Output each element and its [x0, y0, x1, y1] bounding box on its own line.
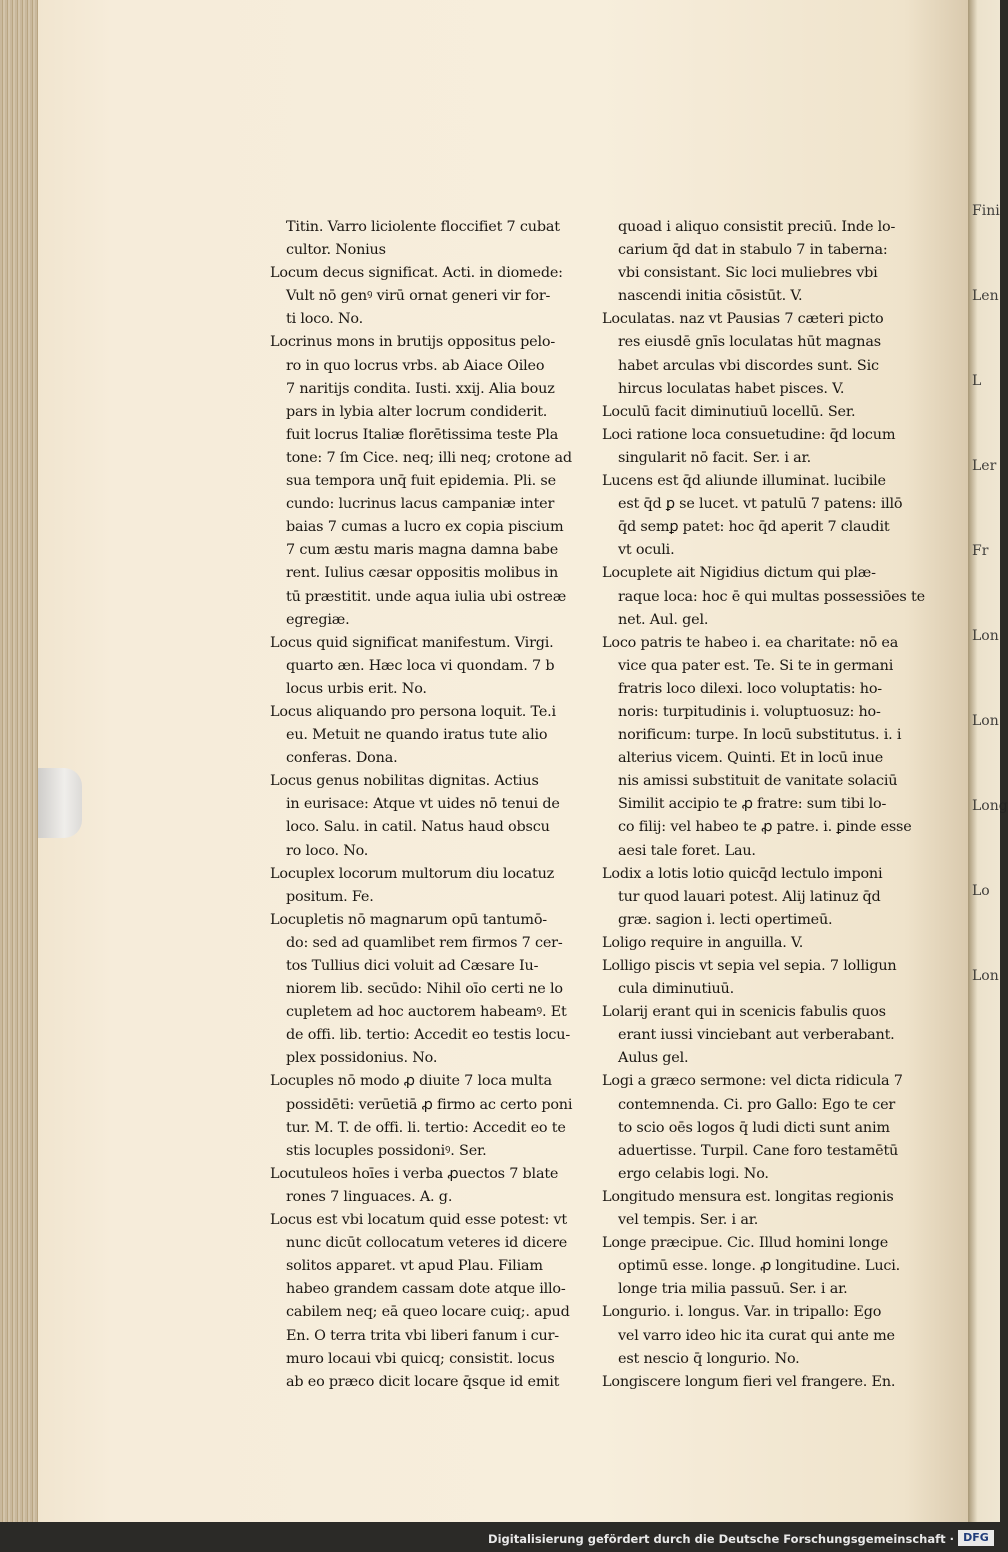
footer-credit-text: Digitalisierung gefördert durch die Deutsche Forschungsgemeinschaft: [488, 1532, 946, 1546]
right-column-line: cula diminutiuū.: [618, 981, 734, 998]
left-column-line: tur. M. T. de offi. li. tertio: Accedit eo te: [286, 1119, 566, 1136]
right-column-line: græ. sagion i. lecti opertimeū.: [618, 911, 833, 928]
right-column-line: Loculū facit diminutiuū locellū. Ser.: [602, 403, 856, 420]
left-page-edge: [0, 0, 43, 1522]
left-column-line: solitos apparet. vt apud Plau. Filiam: [286, 1258, 543, 1275]
left-column-line: tone: 7 ſm Cice. neq; illi neq; crotone ad: [286, 449, 572, 466]
right-column-line: Lolarij erant qui in scenicis fabulis quos: [602, 1004, 886, 1021]
left-column-line: Titin. Varro liciolente floccifiet 7 cubat: [286, 219, 560, 235]
right-column-line: q̄d semꝑ patet: hoc q̄d aperit 7 claudit: [618, 519, 890, 536]
right-page-fragment: Fini: [972, 203, 1000, 219]
left-text-column: [270, 216, 573, 1394]
left-column-line: cupletem ad hoc auctorem habeamꝰ. Et: [286, 1004, 567, 1021]
right-column-line: ergo celabis logi. No.: [618, 1165, 769, 1182]
left-column-line: sua tempora unq̄ fuit epidemia. Pli. se: [286, 473, 556, 490]
left-column-line: Locuplex locorum multorum diu locatuz: [270, 865, 555, 882]
left-column-line: En. O terra trita vbi liberi fanum i cur-: [286, 1327, 559, 1344]
left-column-line: ro in quo locrus vrbs. ab Aiace Oileo: [286, 357, 545, 374]
right-column-line: Logi a græco sermone: vel dicta ridicula 7: [602, 1073, 903, 1090]
right-page-fragment: Fr: [972, 543, 989, 559]
right-column-line: Aulus gel.: [618, 1050, 689, 1067]
left-column-line: eu. Metuit ne quando iratus tute alio: [286, 727, 548, 744]
page-clip: [38, 768, 82, 838]
left-column-line: tū præstitit. unde aqua iulia ubi ostreæ: [286, 588, 567, 605]
right-column-line: aesi tale foret. Lau.: [618, 842, 756, 859]
right-column-line: Longurio. i. longus. Var. in tripallo: Ego: [602, 1304, 882, 1321]
right-column-line: carium q̄d dat in stabulo 7 in taberna:: [618, 242, 888, 259]
left-column-line: ab eo præco dicit locare q̄sque id emit: [286, 1373, 560, 1390]
right-column-line: co filij: vel habeo te ꝓ patre. i. ꝑinde esse: [618, 819, 912, 836]
right-column-line: optimū esse. longe. ꝓ longitudine. Luci.: [618, 1258, 901, 1275]
right-column-line: vice qua pater est. Te. Si te in germani: [618, 657, 894, 674]
left-column-line: Locrinus mons in brutijs oppositus pelo-: [270, 334, 556, 351]
right-column-line: vbi consistant. Sic loci muliebres vbi: [618, 265, 878, 282]
right-column-line: Loculatas. naz vt Pausias 7 cæteri picto: [602, 311, 884, 328]
left-column-line: baias 7 cumas a lucro ex copia piscium: [286, 519, 564, 536]
left-column-line: possidēti: verūetiā ꝓ firmo ac certo poni: [286, 1096, 573, 1113]
right-column-line: quoad i aliquo consistit preciū. Inde lo-: [618, 219, 896, 235]
right-column-line: nascendi initia cōsistūt. V.: [618, 288, 803, 305]
right-column-line: vel tempis. Ser. i ar.: [618, 1212, 759, 1229]
right-column-line: vel varro ideo hic ita curat qui ante me: [618, 1327, 895, 1344]
left-column-line: ti loco. No.: [286, 311, 364, 328]
left-column-line: muro locaui vbi quicq; consistit. locus: [286, 1350, 555, 1367]
right-column-line: Locuplete ait Nigidius dictum qui plæ-: [602, 565, 876, 582]
left-column-line: Locus quid significat manifestum. Virgi.: [270, 634, 554, 651]
left-column-line: Vult nō genꝰ virū ornat generi vir for-: [286, 288, 551, 305]
left-column-line: Locutuleos hoīes i verba ꝓuectos 7 blate: [270, 1165, 559, 1182]
left-column-line: cundo: lucrinus lacus campaniæ inter: [286, 496, 555, 513]
right-column-line: noris: turpitudinis i. voluptuosuz: ho-: [618, 703, 881, 720]
left-column-line: Locus est vbi locatum quid esse potest: vt: [270, 1212, 567, 1229]
right-column-line: erant iussi vinciebant aut verberabant.: [618, 1027, 895, 1044]
left-column-line: Locum decus significat. Acti. in diomede:: [270, 265, 563, 282]
left-column-line: Locus aliquando pro persona loquit. Te.i: [270, 703, 556, 720]
right-column-line: longe tria milia passuū. Ser. i ar.: [618, 1281, 848, 1298]
right-page-fragment: Long: [972, 798, 1008, 814]
left-column-line: 7 naritijs condita. Iusti. xxij. Alia bouz: [286, 380, 555, 397]
left-column-line: habeo grandem cassam dote atque illo-: [286, 1281, 566, 1298]
right-column-line: raque loca: hoc ē qui multas possessiōes te: [618, 588, 925, 605]
right-text-column: [602, 216, 925, 1394]
right-page-fragment: Lon: [972, 968, 999, 984]
right-column-line: Longe præcipue. Cic. Illud homini longe: [602, 1235, 889, 1252]
right-page-fragment: Len: [972, 288, 999, 304]
left-column-line: stis locuples possidoniꝰ. Ser.: [286, 1142, 487, 1159]
left-column-line: positum. Fe.: [286, 888, 374, 905]
right-column-line: est q̄d ꝑ se lucet. vt patulū 7 patens: illō: [618, 496, 903, 513]
dfg-logo: DFG: [958, 1530, 994, 1546]
right-column-line: singularit nō facit. Ser. i ar.: [618, 449, 812, 466]
right-page-text-fragments: [972, 200, 1008, 1280]
right-column-line: tur quod lauari potest. Alij latinuz q̄d: [618, 888, 881, 905]
left-column-line: loco. Salu. in catil. Natus haud obscu: [286, 819, 550, 836]
left-column-line: do: sed ad quamlibet rem firmos 7 cer-: [286, 934, 563, 951]
right-column-line: Longiscere longum fieri vel frangere. En.: [602, 1373, 896, 1390]
left-column-line: cultor. Nonius: [286, 242, 386, 259]
left-column-line: 7 cum æstu maris magna damna babe: [286, 542, 559, 559]
right-column-line: net. Aul. gel.: [618, 611, 709, 628]
right-column-line: contemnenda. Ci. pro Gallo: Ego te cer: [618, 1096, 896, 1113]
right-column-line: Lodix a lotis lotio quicq̄d lectulo imponi: [602, 865, 883, 882]
left-column-line: Locus genus nobilitas dignitas. Actius: [270, 773, 539, 790]
right-column-line: Loci ratione loca consuetudine: q̄d locum: [602, 426, 896, 443]
right-page-fragment: L: [972, 373, 982, 389]
left-column-line: in eurisace: Atque vt uides nō tenui de: [286, 796, 560, 813]
right-column-line: to scio oēs logos q̄ ludi dicti sunt anim: [618, 1119, 890, 1136]
right-page-fragment: Lon: [972, 628, 999, 644]
right-column-line: Loco patris te habeo i. ea charitate: nō ea: [602, 634, 899, 651]
right-column-line: fratris loco dilexi. loco voluptatis: ho-: [618, 680, 882, 697]
right-column-line: res eiusdē gnīs loculatas hūt magnas: [618, 334, 881, 351]
right-column-line: Lolligo piscis vt sepia vel sepia. 7 lolligun: [602, 958, 897, 974]
right-column-line: vt oculi.: [618, 542, 675, 559]
left-column-line: conferas. Dona.: [286, 750, 398, 767]
left-column-line: egregiæ.: [286, 611, 350, 628]
left-column-line: quarto æn. Hæc loca vi quondam. 7 b: [286, 657, 555, 674]
left-column-line: plex possidonius. No.: [286, 1050, 438, 1067]
left-column-line: pars in lybia alter locrum condiderit.: [286, 403, 548, 420]
right-column-line: Similit accipio te ꝓ fratre: sum tibi lo-: [618, 796, 887, 813]
left-column-line: nunc dicūt collocatum veteres id dicere: [286, 1235, 568, 1252]
right-column-line: norificum: turpe. In locū substitutus. i. i: [618, 727, 902, 744]
right-column-line: est nescio q̄ longurio. No.: [618, 1350, 800, 1367]
right-page-fragment: Lo: [972, 883, 990, 899]
right-column-line: hircus loculatas habet pisces. V.: [618, 380, 845, 397]
left-column-line: fuit locrus Italiæ florētissima teste Pla: [286, 426, 559, 443]
left-column-line: Locupletis nō magnarum opū tantumō-: [270, 911, 547, 928]
left-column-line: rent. Iulius cæsar oppositis molibus in: [286, 565, 559, 582]
right-column-line: aduertisse. Turpil. Cane foro testamētū: [618, 1142, 899, 1159]
right-column-line: Loligo require in anguilla. V.: [602, 934, 804, 951]
right-column-line: Lucens est q̄d aliunde illuminat. lucibile: [602, 473, 886, 490]
right-page-fragment: Ler: [972, 458, 997, 474]
right-column-line: nis amissi substituit de vanitate solaciū: [618, 773, 898, 790]
left-column-line: Locuples nō modo ꝓ diuite 7 loca multa: [270, 1073, 552, 1090]
right-column-line: alterius vicem. Quinti. Et in locū inue: [618, 750, 884, 767]
left-column-line: tos Tullius dici voluit ad Cæsare Iu-: [286, 958, 539, 974]
footer-credit: [488, 1532, 954, 1546]
right-page-fragment: Lon: [972, 713, 999, 729]
left-column-line: de offi. lib. tertio: Accedit eo testis locu-: [286, 1027, 571, 1044]
left-column-line: ro loco. No.: [286, 842, 369, 859]
left-column-line: locus urbis erit. No.: [286, 680, 427, 697]
footer-separator: ·: [949, 1532, 954, 1546]
right-column-line: Longitudo mensura est. longitas regionis: [602, 1188, 894, 1205]
right-column-line: habet arculas vbi discordes sunt. Sic: [618, 357, 879, 374]
left-column-line: niorem lib. secūdo: Nihil oīo certi ne lo: [286, 981, 563, 998]
left-column-line: cabilem neq; eā queo locare cuiq;. apud: [286, 1304, 570, 1321]
left-column-line: rones 7 linguaces. A. g.: [286, 1188, 453, 1205]
